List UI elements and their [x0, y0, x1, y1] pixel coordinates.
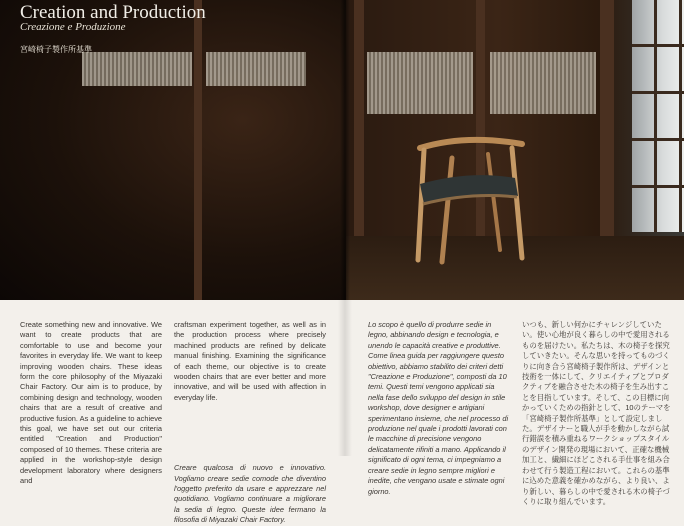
text-gutter-shadow [338, 300, 352, 456]
shoji-screen-right-2 [490, 52, 596, 114]
shoji-screen-left-1 [82, 52, 192, 86]
japanese-caption: 宮崎椅子製作所基準 [20, 45, 92, 54]
wooden-post [194, 0, 202, 300]
japanese-column [522, 320, 672, 507]
page-subtitle: Creazione e Produzione [20, 21, 126, 33]
japanese-paragraph: いつも、新しい何かにチャレンジしていたい。使い心地が良く暮らしの中で愛用されるものを届けたい。私たちは、木の椅子を探究していきたい。そんな思いを持ってものづくりに向き合う宮崎椅子製作所は、デザインと技術を一体にして、クリエイティブとプロダクティブを融合させた木の椅子を生み出すことを目指しています。そして、この目標に向かっていくための指針として、10のテーマを「宮崎椅子製作所基準」として設定しました。デザイナーと職人が手を動かしながら試行錯誤を積み重ねるワークショップスタイルのデザイン開発の現場において、正確な機械加工と、繊細にほどこされる手仕事を組み合わせて行う製造工程において。これらの基準に込めた意義を確かめながら、より良い、より新しい、暮らしの中で愛される木の椅子づくりに取り組んでいます。 [522, 320, 671, 506]
wooden-post [354, 0, 364, 236]
shoji-screen-left-2 [206, 52, 306, 86]
italian-paragraph: Creare qualcosa di nuovo e innovativo. Vogliamo creare sedie comode che diventino l'oggetto preferito da usare e apprezzare nel quotidiano. Vogliamo continuare a migliorare la sedia di legno. Queste idee fermano la filosofia di Miyazaki Chair Factory. [174, 463, 326, 525]
english-column-2 [174, 320, 326, 526]
wooden-post [600, 0, 614, 236]
english-paragraph: Create something new and innovative. We want to create products that are comfortable to use and become your favorites in everyday life. We want to keep improving wooden chairs. These ideas form the core philosophy of the Miyazaki Chair Factory. Our aim is to produce, by combining design and technology, wooden chairs that are a result of creative and productive fusion. As a guideline to achieve this goal, we have set out our criteria entitled "Creation and Production" composed of 10 themes. These criteria are applied in the workshop-style design development laboratory where designers and [20, 320, 162, 486]
english-column-1 [20, 320, 162, 487]
wooden-chair-illustration [390, 120, 540, 270]
window-lattice [632, 0, 684, 232]
page-title: Creation and Production [20, 2, 206, 23]
italian-column [368, 320, 510, 497]
page-gutter-shadow [340, 0, 350, 300]
shoji-screen-right-1 [367, 52, 473, 114]
italian-paragraph: Lo scopo è quello di produrre sedie in legno, abbinando design e tecnologia, e unendo le capacità creative e produttive. Come linea guida per raggiungere questo obiettivo, abbiamo stabilito dei criteri detti "Creazione e Produzione", composti da 10 temi. Questi temi vengono applicati sia nella fase dello sviluppo del design in stile workshop, dove designer e artigiani sperimentano insieme, che nel processo di produzione nel quale i prodotti lavorati con le macchine di precisione vengono delicatamente rifiniti a mano. Applicando il significato di ogni tema, ci impegniamo a creare sedie in legno sempre migliori e inedite, che vengano usate e stimate ogni giorno. [368, 320, 509, 496]
english-paragraph: craftsman experiment together, as well as in the production process where precisely machined products are refined by delicate manual finishing. Examining the significance of each theme, our objective is to create wooden chairs that are ever better and more innovative, and will be used with affection in everyday life. [174, 320, 326, 402]
